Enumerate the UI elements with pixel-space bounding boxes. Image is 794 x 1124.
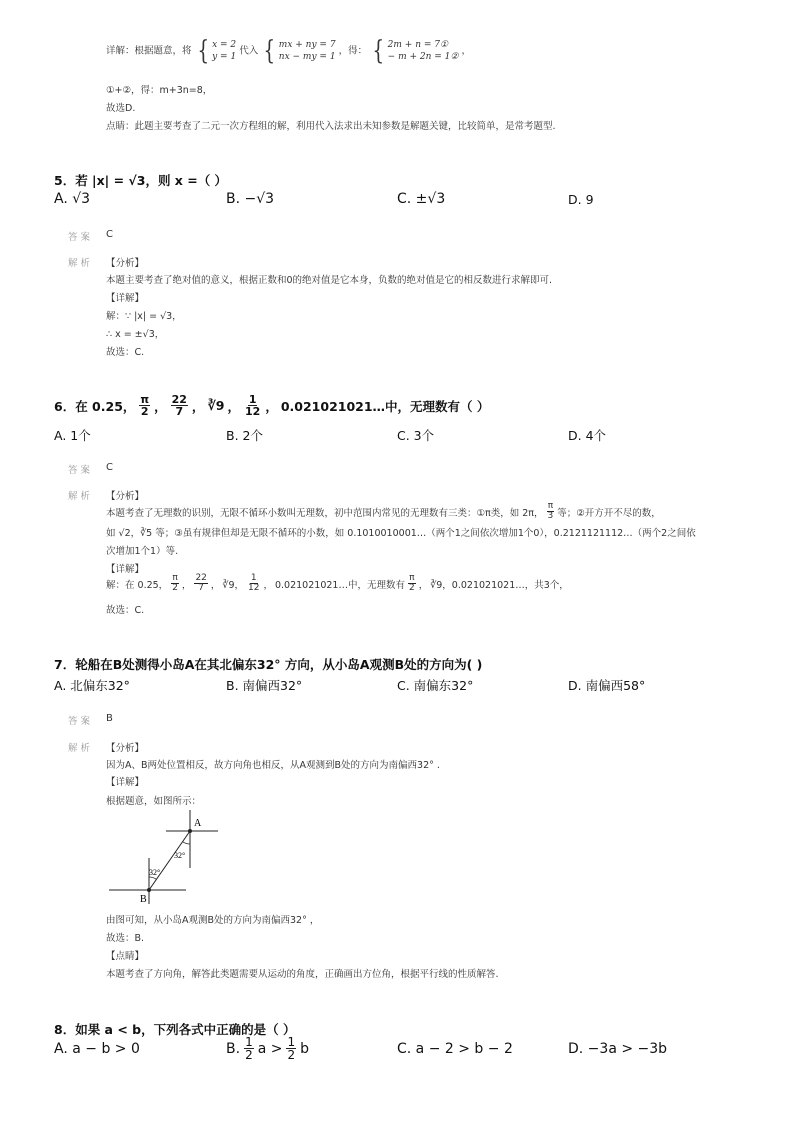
q5-step1: 解：∵ |x| = √3， <box>106 311 182 322</box>
q7-step1: 根据题意，如图所示： <box>106 796 202 807</box>
q5-option-d[interactable]: D. 9 <box>568 192 594 207</box>
q8-option-d[interactable]: D. −3a > −3b <box>568 1041 668 1057</box>
angle-arc-b <box>149 877 156 879</box>
q8-option-b[interactable]: B. $\frac{1}{2}$ a > $\frac{1}{2}$ b <box>226 1035 309 1062</box>
q6-fenxi-line3: 次增加1个1）等. <box>106 546 179 557</box>
q7-dianjing-text: 本题考查了方向角，解答此类题需要从运动的角度，正确画出方位角，根据平行线的性质解答. <box>106 969 499 980</box>
q7-stem: 7．轮船在B处测得小岛A在其北偏东32° 方向，从小岛A观测B处的方向为( ) <box>54 657 483 672</box>
angle-arc-a <box>183 842 190 844</box>
q6-option-a[interactable]: A. 1个 <box>54 428 91 443</box>
prev-line3: 故选D. <box>106 103 136 114</box>
q7-answer: B <box>106 713 113 724</box>
q7-option-c[interactable]: C. 南偏东32° <box>397 678 474 693</box>
q6-frac-pi-3: $\frac{\pi}{3}$ <box>547 501 554 521</box>
q6-answer-label: 答案 <box>68 465 94 476</box>
q6-xiangjie-heading: 【详解】 <box>106 564 145 575</box>
q6-option-d[interactable]: D. 4个 <box>568 428 607 443</box>
sys2-eq1: mx + ny = 7 <box>278 40 336 50</box>
q6-frac-pi-2: $\frac{\pi}{2}$ <box>140 393 150 418</box>
q6-fenxi-line1: 本题考查了无理数的识别，无限不循环小数叫无理数，初中范围内常见的无理数有三类：①π类，如 2π， $\frac{\pi}{3}$ 等；②开方开不尽的数， <box>106 501 661 521</box>
q6-cuberoot: ∛9 <box>207 398 225 413</box>
q7-step2: 由图可知，从小岛A观测B处的方向为南偏西32° ， <box>106 915 320 926</box>
q6-frac-1-12: $\frac{1}{12}$ <box>245 393 261 418</box>
q6-stem: 6．在 0.25， $\frac{\pi}{2}$ ， $\frac{22}{7}$ ， ∛9 ， $\frac{1}{12}$ ， 0.021021021…中，无理数有（ ） <box>54 393 490 418</box>
q5-option-c[interactable]: C. ±√3 <box>397 191 446 207</box>
q7-fenxi-heading: 【分析】 <box>106 743 145 754</box>
q7-analysis-label: 解析 <box>68 743 94 754</box>
label-a: A <box>194 818 202 829</box>
sys2-eq2: nx − my = 1 <box>278 52 336 62</box>
q8-option-a[interactable]: A. a − b > 0 <box>54 1041 140 1057</box>
q6-stem-pre: 6．在 0.25， <box>54 398 136 414</box>
q7-option-b[interactable]: B. 南偏西32° <box>226 678 303 693</box>
q6-frac-22-7: $\frac{22}{7}$ <box>171 393 187 418</box>
q5-fenxi-text: 本题主要考查了绝对值的意义，根据正数和0的绝对值是它本身，负数的绝对值是它的相反数进行求解即可. <box>106 275 553 286</box>
q5-fenxi-heading: 【分析】 <box>106 258 145 269</box>
sys3-eq1: 2m + n = 7① <box>387 40 449 50</box>
q5-stem: 5．若 |x| = √3，则 x =（ ） <box>54 173 228 188</box>
point-a <box>188 829 192 833</box>
prev-xiangjie-prefix: 详解：根据题意，将 <box>106 45 192 57</box>
angle-label-a: 32° <box>174 851 186 860</box>
q8-option-c[interactable]: C. a − 2 > b − 2 <box>397 1041 513 1057</box>
prev-line2: ①+②，得：m+3n=8， <box>106 85 213 96</box>
q7-option-a[interactable]: A. 北偏东32° <box>54 678 130 693</box>
q5-option-b[interactable]: B. −√3 <box>226 191 275 207</box>
q7-fenxi-text: 因为A、B两处位置相反，故方向角也相反，从A观测到B处的方向为南偏西32° . <box>106 760 440 771</box>
q6-analysis-label: 解析 <box>68 491 94 502</box>
q5-option-a[interactable]: A. √3 <box>54 191 91 207</box>
q7-answer-label: 答案 <box>68 716 94 727</box>
q7-dianjing-heading: 【点睛】 <box>106 951 145 962</box>
q6-step1: 解：在 0.25， $\frac{\pi}{2}$ ， $\frac{22}{7}$ ， ∛9， $\frac{1}{12}$ ， 0.021021021…中，无理数有 $\frac{\pi}{2}$ ， ∛9，0.021021021…，共3个， <box>106 573 569 593</box>
sys3-eq2: − m + 2n = 1② <box>387 52 459 62</box>
q5-step3: 故选：C. <box>106 347 145 358</box>
q6-step2: 故选：C. <box>106 605 145 616</box>
q5-step2: ∴ x = ±√3， <box>106 329 165 340</box>
point-b <box>147 888 151 892</box>
q6-answer: C <box>106 462 113 473</box>
q7-xiangjie-heading: 【详解】 <box>106 777 145 788</box>
q5-analysis-label: 解析 <box>68 258 94 269</box>
tail-text: ， <box>461 45 471 57</box>
sys1-eq2: y = 1 <box>212 52 237 62</box>
q7-option-d[interactable]: D. 南偏西58° <box>568 678 646 693</box>
q6-fenxi-heading: 【分析】 <box>106 491 145 502</box>
q6-fenxi-line2: 如 √2，∛5 等；③虽有规律但却是无限不循环的小数，如 0.1010010001…（两个1之间依次增加1个0），0.2121121112…（两个2之间依 <box>106 528 696 539</box>
q7-step3: 故选：B. <box>106 933 145 944</box>
q5-answer-label: 答案 <box>68 232 94 243</box>
de-text: ，得： <box>338 45 368 57</box>
q6-option-c[interactable]: C. 3个 <box>397 428 435 443</box>
q8-stem: 8．如果 a < b，下列各式中正确的是（ ） <box>54 1022 296 1037</box>
q5-answer: C <box>106 229 113 240</box>
angle-label-b: 32° <box>149 868 161 877</box>
prev-line4: 点睛：此题主要考查了二元一次方程组的解，利用代入法求出未知参数是解题关键，比较简单，是常考题型. <box>106 121 556 132</box>
system-mn: { mx + ny = 7 nx − my = 1 <box>263 36 336 66</box>
prev-xiangjie-line <box>106 38 471 64</box>
daoru-text: 代入 <box>239 45 259 57</box>
sys1-eq1: x = 2 <box>212 40 237 50</box>
direction-diagram <box>100 808 230 910</box>
q6-option-b[interactable]: B. 2个 <box>226 428 263 443</box>
label-b: B <box>140 894 147 905</box>
ab-line <box>149 831 190 890</box>
q6-stem-post: 0.021021021…中，无理数有（ ） <box>280 398 490 414</box>
system-result: { 2m + n = 7① − m + 2n = 1② <box>372 36 459 66</box>
system-xy: { x = 2 y = 1 <box>197 36 237 66</box>
q5-xiangjie-heading: 【详解】 <box>106 293 145 304</box>
